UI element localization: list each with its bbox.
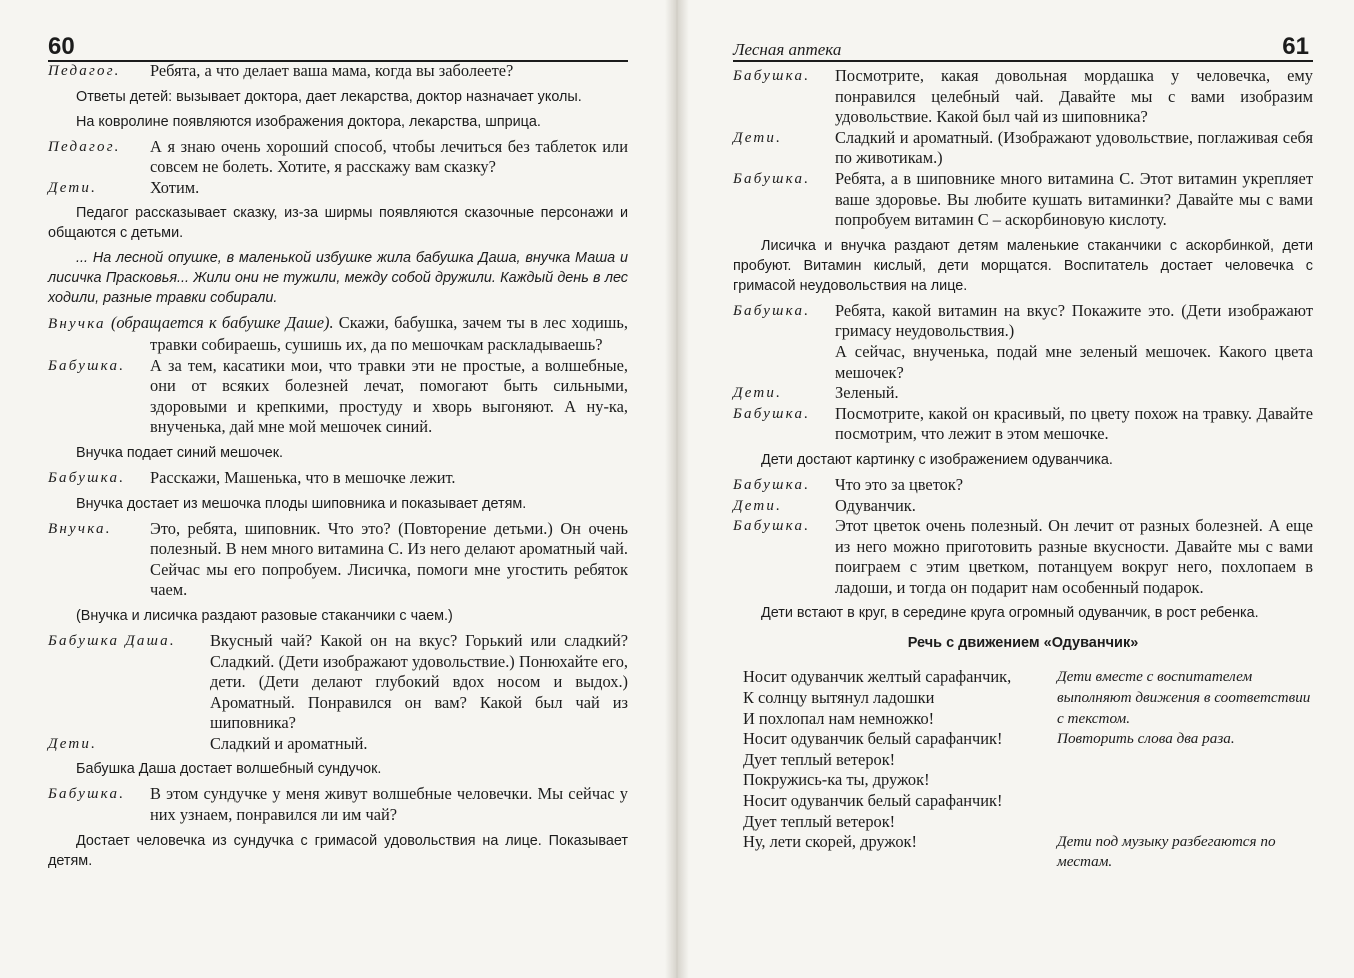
speaker: Бабушка Даша. [48, 632, 176, 649]
speaker: Дети. [733, 385, 783, 402]
song-line: Носит одуванчик желтый сарафанчик, [743, 667, 1012, 687]
stage-direction: Дети достают картинку с изображением одуванчика. [761, 451, 1113, 468]
dialogue-line [733, 301, 1313, 342]
song-line: И похлопал нам немножко! [743, 708, 935, 728]
speaker: Педагог. [48, 63, 121, 79]
speaker-name: Внучка [48, 316, 106, 333]
stage-direction: Лисичка и внучка раздают детям маленькие стаканчики с аскорбинкой, дети пробуют. Витамин кислый, дети морщатся. Воспитатель достает человечка с гримасой неудовольствия на лице. [733, 237, 1313, 294]
stage-direction: На ковролине появляются изображения доктора, лекарства, шприца. [76, 113, 541, 130]
dialogue-line [733, 66, 1313, 128]
book-gutter [665, 0, 689, 978]
song-line: Носит одуванчик белый сарафанчик! [743, 791, 1003, 811]
right-running-head [733, 30, 1313, 62]
dialogue-text: А за тем, касатики мои, что травки эти не простые, а волшебные, они от всяких болезней лечат, помогают быть сильными, здоровыми и крепкими, простуду и хворь выгоняют. А ну-ка, внученька, дай мне мой мешочек синий. [150, 355, 628, 437]
dialogue-text: Хотим. [150, 177, 200, 197]
dialogue-text: Вкусный чай? Какой он на вкус? Горький или сладкий? Сладкий. (Дети изображают удовольствие.) Понюхайте его, дети. (Дети делают глубокий вдох носом и выдох.) Ароматный. Понравился он вам? Какой был чай из шиповника? [210, 630, 628, 733]
song-note: Дети под музыку разбегаются по местам. [1057, 832, 1276, 871]
song-note: Повторить слова два раза. [1057, 730, 1235, 748]
speaker: Бабушка. [48, 786, 126, 803]
dialogue-text: Посмотрите, какая довольная мордашка у человечка, ему понравился целебный чай. Давайте мы с вами изобразим удовольствие. Какой был чай из шиповника? [835, 66, 1313, 127]
song-line: Ну, лети скорей, дружок! [743, 832, 917, 852]
speaker: Бабушка. [733, 170, 811, 187]
song-lines [733, 667, 1057, 873]
dialogue-text: Это, ребята, шиповник. Что это? (Повторение детьми.) Он очень полезный. В нем много витамина С. Из него делают ароматный чай. Сейчас мы его попробуем. Лисичка, помоги мне угостить ребяток чаем. [150, 518, 628, 600]
dialogue-text: Зеленый. [835, 383, 899, 403]
speaker: Бабушка. [733, 405, 811, 422]
stage-direction: (Внучка и лисичка раздают разовые стаканчики с чаем.) [76, 607, 453, 624]
song-block [733, 667, 1313, 873]
stage-direction: Бабушка Даша достает волшебный сундучок. [76, 761, 382, 778]
stage-direction: ... На лесной опушке, в маленькой избушке жила бабушка Даша, внучка Маша и лисичка Прасковья... Жили они не тужили, между собой дружили. Каждый день в лес ходили, разные травки собирали. [48, 250, 628, 307]
dialogue-line [733, 342, 1313, 383]
dialogue-text: Ребята, какой витамин на вкус? Покажите это. (Дети изображают гримасу неудовольствия.) [835, 300, 1313, 341]
song-line: Дует теплый ветерок! [743, 749, 896, 769]
dialogue-line [48, 178, 628, 199]
song-line: Носит одуванчик белый сарафанчик! [743, 729, 1003, 749]
speaker: Дети. [733, 497, 783, 514]
speaker: Бабушка. [733, 302, 811, 319]
dialogue-line [48, 631, 628, 734]
right-page [689, 0, 1354, 978]
dialogue-text: Что это за цветок? [835, 474, 964, 494]
dialogue-line [48, 519, 628, 601]
speaker: Бабушка. [733, 518, 811, 535]
dialogue-line [48, 61, 628, 82]
speaker-note: (обращается к бабушке Даше). [110, 313, 334, 333]
page-number: 61 [1282, 33, 1309, 60]
dialogue-line [733, 383, 1313, 404]
dialogue-text: Посмотрите, какой он красивый, по цвету похож на травку. Давайте посмотрим, что лежит в этом мешочке. [835, 403, 1313, 444]
speaker: Дети. [48, 735, 98, 752]
stage-direction: Внучка подает синий мешочек. [76, 444, 284, 461]
dialogue-text: Этот цветок очень полезный. Он лечит от разных болезней. А еще из него можно приготовить разные вкусности. Давайте мы с вами поиграем с этим цветком, потанцуем вокруг него, похлопаем в ладоши, и тогда он подарит нам особенный подарок. [835, 516, 1313, 597]
speaker: Внучка. [48, 520, 112, 537]
dialogue-text: Ребята, а что делает ваша мама, когда вы заболеете? [150, 61, 514, 80]
dialogue-line [48, 784, 628, 825]
left-page-content [48, 61, 628, 876]
dialogue-line [733, 516, 1313, 598]
speaker: Бабушка. [733, 68, 811, 84]
dialogue-line [48, 468, 628, 489]
song-line: К солнцу вытянул ладошки [743, 688, 935, 708]
dialogue-text: Сладкий и ароматный. (Изображают удовольствие, поглаживая себя по животикам.) [835, 127, 1313, 168]
song-notes [1057, 667, 1313, 873]
dialogue-line [48, 137, 628, 178]
speaker: Бабушка. [48, 357, 126, 374]
dialogue-line [733, 496, 1313, 517]
dialogue-text: Одуванчик. [835, 495, 916, 515]
song-line: Покружись-ка ты, дружок! [743, 770, 930, 790]
dialogue-line [48, 356, 628, 438]
running-title: Лесная аптека [733, 40, 842, 59]
dialogue-text: Расскажи, Машенька, что в мешочке лежит. [150, 467, 456, 487]
song-title: Речь с движением «Одуванчик» [907, 635, 1139, 652]
dialogue-text: Ребята, а в шиповнике много витамина С. Этот витамин укрепляет ваше здоровье. Вы любите кушать витаминки? Давайте мы с вами попробуем витамин С – аскорбиновую кислоту. [835, 168, 1313, 230]
song-note-spacer [1057, 750, 1313, 832]
dialogue-text: Скажи, бабушка, зачем ты в лес ходишь, травки собираешь, сушишь их, да по мешочкам раскладываешь? [150, 313, 628, 354]
left-page [0, 0, 665, 978]
dialogue-text: А я знаю очень хороший способ, чтобы лечиться без таблеток или совсем не болеть. Хотите, я расскажу вам сказку? [150, 136, 628, 177]
dialogue-line [733, 475, 1313, 496]
speaker: Дети. [733, 129, 783, 146]
speaker: Бабушка. [48, 469, 126, 486]
song-line: Дует теплый ветерок! [743, 811, 896, 831]
speaker: Бабушка. [733, 476, 811, 493]
stage-direction: Достает человечка из сундучка с гримасой удовольствия на лице. Показывает детям. [48, 832, 628, 869]
dialogue-line [48, 313, 628, 355]
stage-direction: Внучка достает из мешочка плоды шиповника и показывает детям. [76, 495, 527, 512]
dialogue-text: В этом сундучке у меня живут волшебные человечки. Мы сейчас у них узнаем, понравился ли им чай? [150, 784, 628, 825]
stage-direction: Ответы детей: вызывает доктора, дает лекарства, доктор назначает уколы. [76, 88, 582, 105]
speaker [733, 342, 835, 383]
dialogue-line [733, 128, 1313, 169]
dialogue-line [733, 169, 1313, 231]
page-number: 60 [48, 33, 75, 60]
dialogue-text: А сейчас, внученька, подай мне зеленый мешочек. Какого цвета мешочек? [835, 341, 1313, 382]
stage-direction: Дети встают в круг, в середине круга огромный одуванчик, в рост ребенка. [761, 605, 1259, 622]
dialogue-line [48, 734, 628, 755]
speaker: Дети. [48, 179, 98, 196]
right-page-content [733, 66, 1313, 873]
dialogue-line [733, 404, 1313, 445]
speaker: Педагог. [48, 138, 121, 155]
left-running-head [48, 30, 628, 62]
song-note: Дети вместе с воспитателем выполняют движения в соответствии с текстом. [1057, 668, 1311, 727]
stage-direction: Педагог рассказывает сказку, из-за ширмы появляются сказочные персонажи и общаются с детьми. [48, 205, 628, 242]
dialogue-text: Сладкий и ароматный. [210, 733, 368, 753]
